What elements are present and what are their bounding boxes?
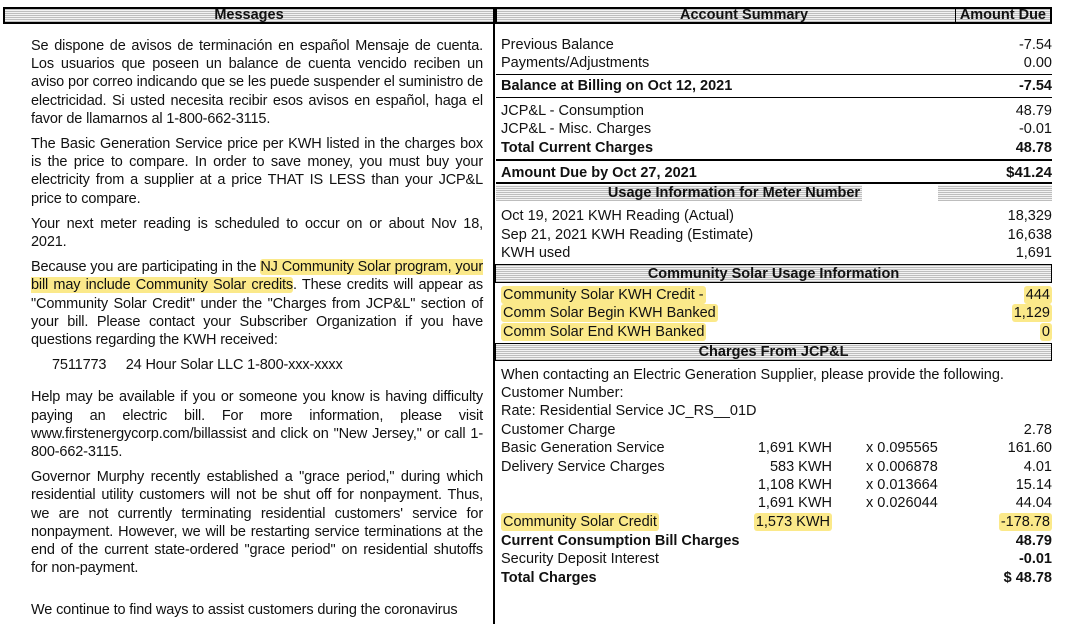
rate-line: Rate: Residential Service JC_RS__01D <box>501 403 757 419</box>
amount-due-row: Amount Due by Oct 27, 2021 $41.24 <box>501 164 1052 181</box>
message-price-to-compare: The Basic Generation Service price per KWH listed in the charges box is the price to compare. In order to save money, you must buy your electricity from a supplier at a price THAT IS LESS than your JCP&L price to compare. <box>31 136 483 207</box>
solar-begin-banked: Comm Solar Begin KWH Banked 1,129 <box>503 305 1050 321</box>
total-charges-row: Total Charges $ 48.78 <box>501 570 1052 586</box>
previous-balance-row: Previous Balance -7.54 <box>501 37 1052 53</box>
total-current-charges-row: Total Current Charges 48.78 <box>501 140 1052 156</box>
usage-header: Usage Information for Meter Number <box>496 185 862 201</box>
amount-due-divider <box>955 7 956 24</box>
solar-end-banked: Comm Solar End KWH Banked 0 <box>503 324 1050 340</box>
charges-header: Charges From JCP&L <box>495 343 1052 361</box>
message-meter-reading: Your next meter reading is scheduled to occur on or about Nov 18, 2021. <box>31 215 483 251</box>
delivery-row-3: 1,691 KWH x 0.026044 44.04 <box>757 495 1052 511</box>
column-divider <box>493 7 495 624</box>
message-community-solar: Because you are participating in the NJ Community Solar program, your bill may include Community Solar credits. These credits will appear as "Community Solar Credit" under the "Charges from JCP&L" section of your bill. Please contact your Subscriber Organization if you have questions regarding the KWH received: <box>31 259 483 349</box>
usage-kwh-used: KWH used 1,691 <box>501 245 1052 261</box>
misc-charges-row: JCP&L - Misc. Charges -0.01 <box>501 121 1052 137</box>
current-consumption-row: Current Consumption Bill Charges 48.79 <box>501 533 1052 549</box>
subscriber-line: 7511773 24 Hour Solar LLC 1-800-xxx-xxxx <box>52 357 343 374</box>
message-coronavirus: We continue to find ways to assist customers during the coronavirus <box>31 602 458 618</box>
messages-header: Messages <box>3 7 495 24</box>
delivery-row-1: Delivery Service Charges 583 KWH x 0.006878 4.01 <box>501 459 1052 475</box>
consumption-row: JCP&L - Consumption 48.79 <box>501 103 1052 119</box>
solar-kwh-credit: Community Solar KWH Credit - 444 <box>503 287 1050 303</box>
community-solar-credit-row: Community Solar Credit 1,573 KWH -178.78 <box>503 514 1050 530</box>
usage-current-reading: Oct 19, 2021 KWH Reading (Actual) 18,329 <box>501 208 1052 224</box>
amount-due-header: Amount Due <box>959 7 1046 23</box>
message-grace-period: Governor Murphy recently established a "grace period," during which residential utility customers will not be shut off for nonpayment. Thus, we are not currently terminating residential customers' service for nonpayment. However, we will be restarting service terminations at the end of the current state-ordered "grace period" on residential shutoffs for non-payment. <box>31 469 483 577</box>
community-solar-highlight: NJ Community Solar program, your bill may include Community Solar credits <box>31 259 483 294</box>
usage-previous-reading: Sep 21, 2021 KWH Reading (Estimate) 16,638 <box>501 227 1052 243</box>
customer-number: Customer Number: <box>501 385 624 401</box>
account-summary-header: Account Summary Amount Due <box>495 7 1052 24</box>
messages-body <box>31 37 483 584</box>
balance-at-billing-row: Balance at Billing on Oct 12, 2021 -7.54 <box>501 78 1052 94</box>
security-deposit-row: Security Deposit Interest -0.01 <box>501 551 1052 567</box>
charges-intro: When contacting an Electric Generation Supplier, please provide the following. <box>501 367 1004 383</box>
bgs-row: Basic Generation Service 1,691 KWH x 0.095565 161.60 <box>501 440 1052 456</box>
customer-charge-row: Customer Charge 2.78 <box>501 422 1052 438</box>
message-spanish: Se dispone de avisos de terminación en español Mensaje de cuenta. Los usuarios que poseen un balance de cuenta vencido reciben un aviso por correo indicando que se les puede suspender el suministro de electricidad. Si usted necesita recibir esos avisos en español, haga el favor de llamarnos al 1-800-662-3115. <box>31 38 483 127</box>
usage-header-pattern <box>938 185 1052 201</box>
payments-row: Payments/Adjustments 0.00 <box>501 55 1052 71</box>
message-bill-assist: Help may be available if you or someone you know is having difficulty paying an electric bill. For more information, please visit www.firstenergycorp.com/billassist and click on "New Jersey," or call 1-800-662-3115. <box>31 389 483 461</box>
solar-header: Community Solar Usage Information <box>495 264 1052 283</box>
delivery-row-2: 1,108 KWH x 0.013664 15.14 <box>757 477 1052 493</box>
